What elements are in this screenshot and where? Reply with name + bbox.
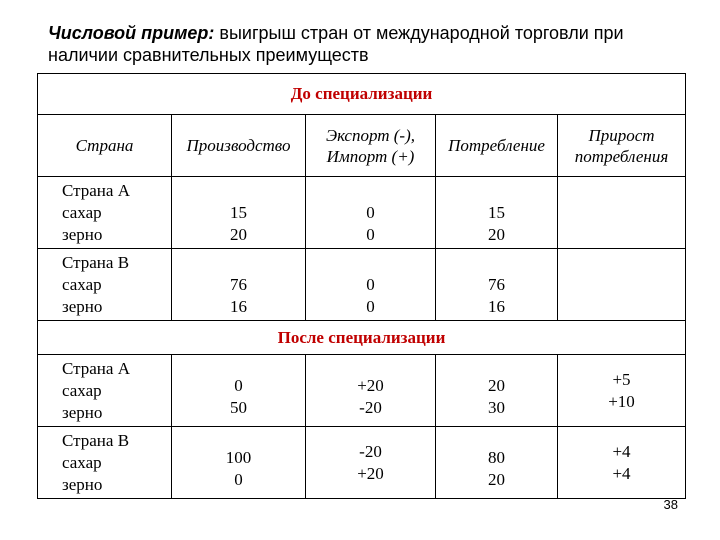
header-trade: Экспорт (-), Импорт (+) xyxy=(306,115,436,177)
production-grain: 50 xyxy=(230,397,247,417)
country-name: Страна В xyxy=(62,252,130,272)
production-grain: 0 xyxy=(234,469,243,489)
good-grain: зерно xyxy=(62,402,103,422)
section-before-title: До специализации xyxy=(38,74,686,115)
table-row xyxy=(38,427,686,499)
header-production: Производство xyxy=(172,115,306,177)
growth-grain: +10 xyxy=(608,391,635,411)
trade-sugar: +20 xyxy=(357,375,384,395)
consumption-sugar: 76 xyxy=(488,274,505,294)
production-sugar: 76 xyxy=(230,274,247,294)
growth-sugar: +4 xyxy=(612,441,631,461)
trade-grain: +20 xyxy=(357,463,384,483)
trade-sugar: -20 xyxy=(359,441,382,461)
production-sugar: 100 xyxy=(225,447,252,467)
country-name: Страна А xyxy=(62,180,130,200)
trade-sugar: 0 xyxy=(366,274,375,294)
trade-grain: 0 xyxy=(366,224,375,244)
production-sugar: 15 xyxy=(230,202,247,222)
consumption-sugar: 20 xyxy=(488,375,505,395)
growth-grain: +4 xyxy=(612,463,631,483)
consumption-grain: 30 xyxy=(488,397,505,417)
country-name: Страна А xyxy=(62,358,130,378)
consumption-grain: 16 xyxy=(488,296,505,316)
country-name: Страна В xyxy=(62,430,130,450)
table-row xyxy=(38,249,686,321)
header-growth: Прирост потребления xyxy=(558,115,686,177)
consumption-sugar: 80 xyxy=(488,447,505,467)
country-cell xyxy=(38,249,172,321)
country-cell xyxy=(38,177,172,249)
good-grain: зерно xyxy=(62,296,103,316)
country-cell xyxy=(38,355,172,427)
good-grain: зерно xyxy=(62,224,103,244)
trade-sugar: 0 xyxy=(366,202,375,222)
consumption-grain: 20 xyxy=(488,469,505,489)
header-country: Страна xyxy=(38,115,172,177)
consumption-grain: 20 xyxy=(488,224,505,244)
slide-title xyxy=(48,22,688,66)
header-consumption: Потребление xyxy=(436,115,558,177)
trade-grain: -20 xyxy=(359,397,382,417)
consumption-sugar: 15 xyxy=(488,202,505,222)
table-row xyxy=(38,177,686,249)
production-grain: 20 xyxy=(230,224,247,244)
good-sugar: сахар xyxy=(62,380,102,400)
trade-grain: 0 xyxy=(366,296,375,316)
table-row xyxy=(38,355,686,427)
growth-sugar: +5 xyxy=(612,369,631,389)
good-sugar: сахар xyxy=(62,202,102,222)
good-grain: зерно xyxy=(62,474,103,494)
title-lead: Числовой пример: xyxy=(48,23,215,43)
section-after-title: После специализации xyxy=(38,321,686,355)
good-sugar: сахар xyxy=(62,274,102,294)
good-sugar: сахар xyxy=(62,452,102,472)
comparison-table xyxy=(37,73,685,499)
country-cell xyxy=(38,427,172,499)
title-rest: выигрыш стран от международной торговли при наличии сравнительных преимуществ xyxy=(48,23,624,65)
production-sugar: 0 xyxy=(234,375,243,395)
page-number: 38 xyxy=(663,497,678,512)
production-grain: 16 xyxy=(230,296,247,316)
